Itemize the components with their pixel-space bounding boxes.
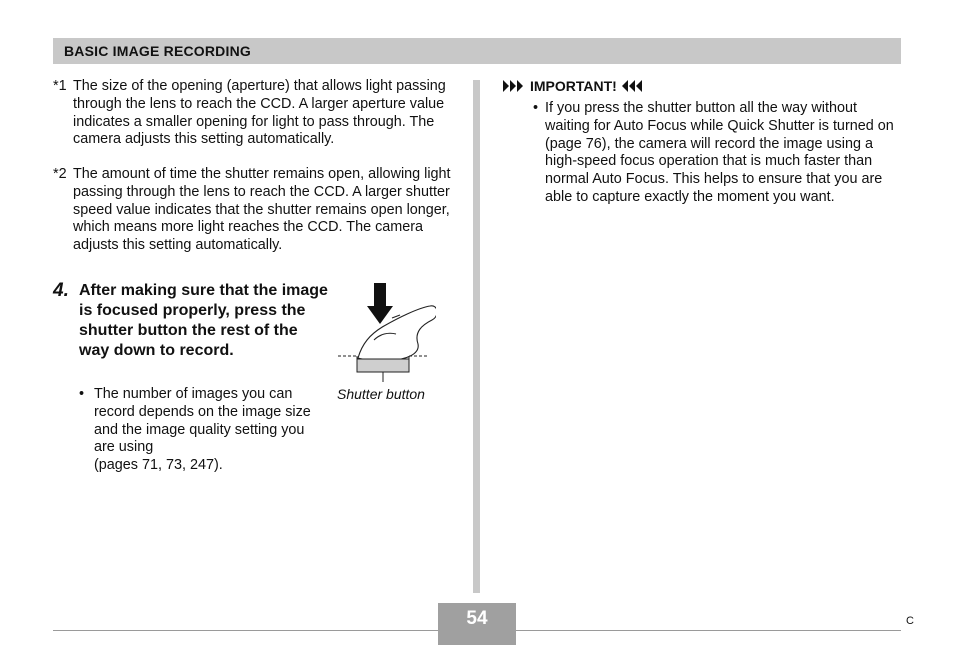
step-bullet-text: The number of images you can record depends on the image size and the image quality setting you are using xyxy=(94,386,311,456)
section-header xyxy=(53,38,901,64)
finger-press-icon xyxy=(358,306,436,360)
illustration-caption: Shutter button xyxy=(337,386,425,402)
triple-right-arrow-icon xyxy=(503,80,525,92)
bullet-dot: • xyxy=(533,100,539,116)
important-heading xyxy=(503,78,644,94)
shutter-illustration xyxy=(336,282,436,387)
triple-left-arrow-icon xyxy=(622,80,644,92)
step-bullet-pages: (pages 71, 73, 247). xyxy=(94,457,223,474)
footnote-marker: *1 xyxy=(53,78,67,94)
footnote-marker: *2 xyxy=(53,166,67,182)
important-label: IMPORTANT! xyxy=(530,78,617,94)
shutter-button-shape xyxy=(338,356,428,382)
step-instruction: After making sure that the image is focused properly, press the shutter button the rest of the way down to record. xyxy=(79,282,328,359)
important-bullet xyxy=(533,100,905,207)
page-number-box xyxy=(438,603,516,645)
section-title: BASIC IMAGE RECORDING xyxy=(64,43,251,59)
bullet-dot: • xyxy=(79,386,85,402)
footnote-text: The size of the opening (aperture) that allows light passing through the lens to reach the CCD. A larger aperture value indicates a smaller opening for light to pass through. The camera adjusts this setting automatically. xyxy=(73,78,446,148)
footnote-text: The amount of time the shutter remains open, allowing light passing through the lens to reach the CCD. A larger shutter speed value indicates that the shutter remains open longer, which means more light reaches the CCD. The camera adjusts this setting automatically. xyxy=(73,166,451,254)
footnote-1 xyxy=(53,78,453,149)
page-number: 54 xyxy=(466,608,488,629)
important-bullet-text: If you press the shutter button all the way without waiting for Auto Focus while Quick Shutter is turned on (page 76), the camera will record the image using a high-speed focus operation that is much faster than normal Auto Focus. This helps to ensure that you are able to capture exactly the moment you want. xyxy=(545,100,894,205)
corner-mark: C xyxy=(906,615,914,627)
step-number: 4. xyxy=(53,280,69,301)
footnote-2 xyxy=(53,166,453,255)
step-bullet xyxy=(79,386,329,475)
column-divider xyxy=(473,80,480,593)
down-arrow-icon xyxy=(367,283,393,324)
